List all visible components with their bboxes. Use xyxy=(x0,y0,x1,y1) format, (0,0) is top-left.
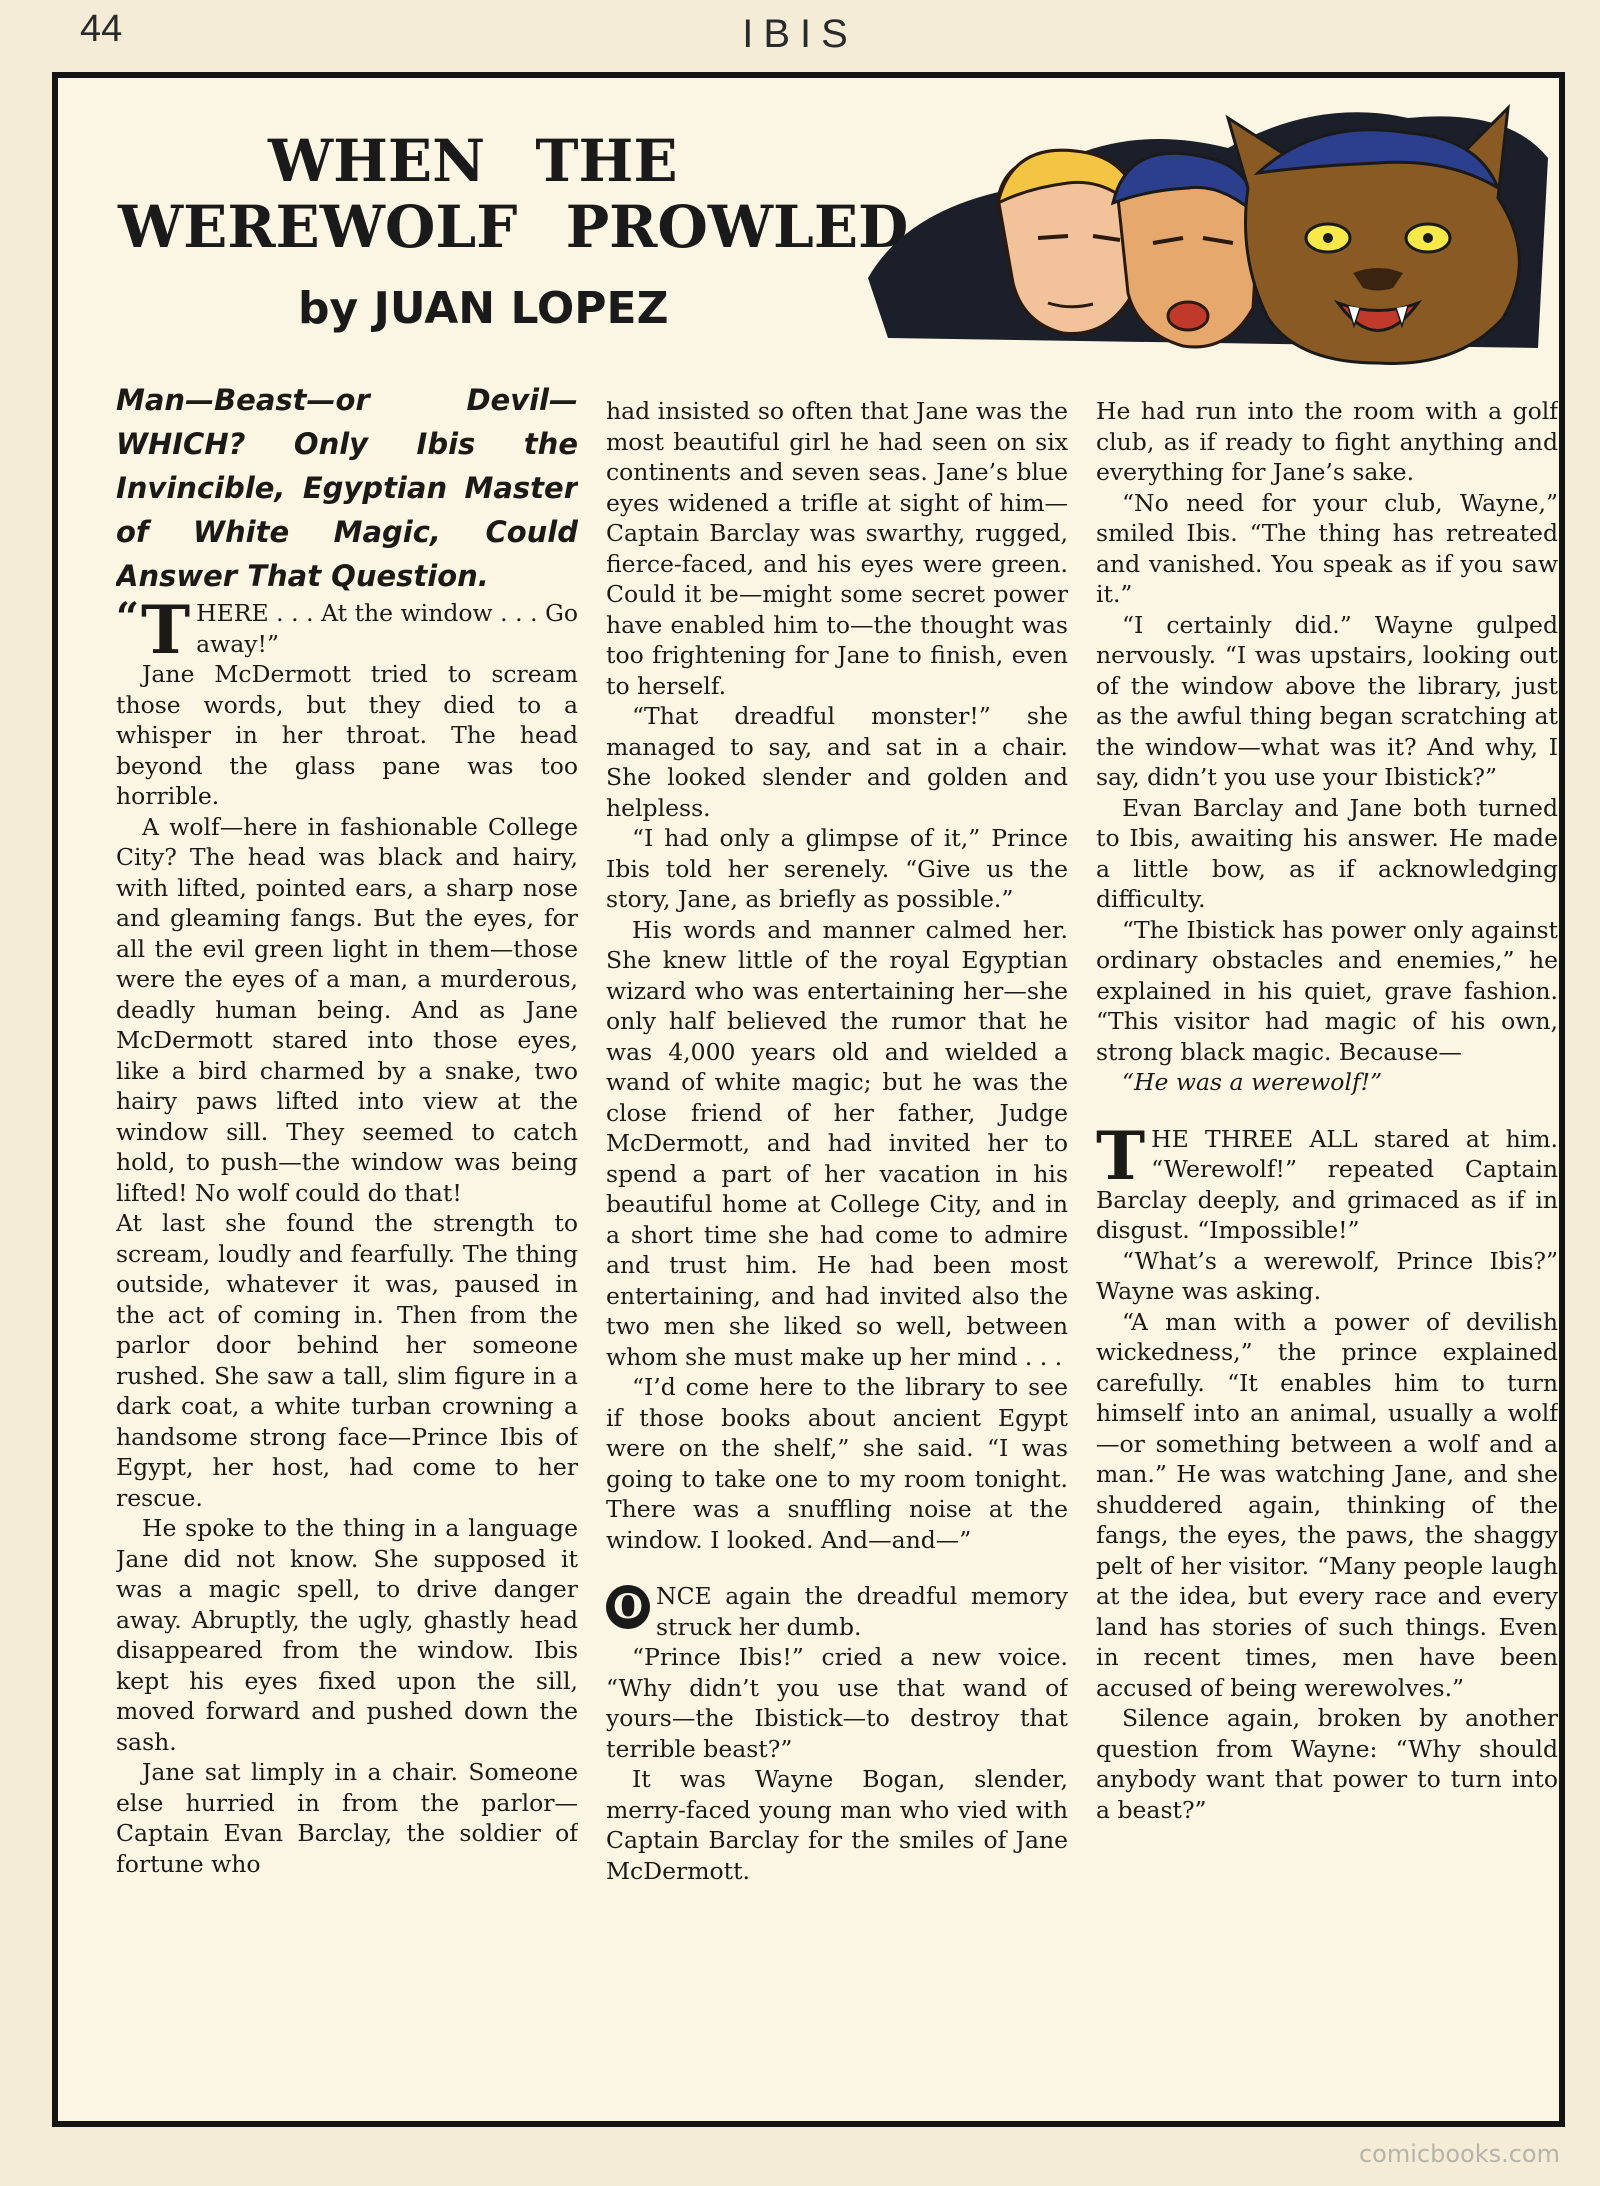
byline: by JUAN LOPEZ xyxy=(298,283,669,334)
paragraph: He had run into the room with a golf club, as if ready to fight anything and everything for Jane’s sake. xyxy=(1096,397,1558,486)
paragraph: “No need for your club, Wayne,” smiled Ibis. “The thing has retreated and vanished. You speak as if you saw it.” xyxy=(1096,488,1558,608)
paragraph: “I certainly did.” Wayne gulped nervously. “I was upstairs, looking out of the window above the library, just as the awful thing began scratching at the window—what was it? And why, I say, didn’t you use your Ibistick?” xyxy=(1096,610,1558,791)
paragraph: At last she found the strength to scream, loudly and fearfully. The thing outside, whatever it was, paused in the act of coming in. Then from the parlor door behind her someone rushed. She saw a tall, slim figure in a dark coat, a white turban crowning a handsome strong face—Prince Ibis of Egypt, her host, had come to her rescue. xyxy=(116,1209,578,1512)
paragraph: Evan Barclay and Jane both turned to Ibis, awaiting his answer. He made a little bow, as if acknowledging difficulty. xyxy=(1096,793,1558,913)
paragraph-text: HERE . . . At the window . . . Go away!” xyxy=(196,599,578,658)
open-quote: “ xyxy=(116,594,140,641)
paragraph: “He was a werewolf!” xyxy=(1122,1068,1383,1096)
paragraph: “That dreadful monster!” she managed to say, and sat in a chair. She looked slender and golden and helpless. xyxy=(606,702,1068,822)
paragraph: “I’d come here to the library to see if those books about ancient Egypt were on the shelf,” she said. “I was going to take one to my room tonight. There was a snuffling noise at the window. I looked. And—and—” xyxy=(606,1373,1068,1554)
title-line-2: WEREWOLF PROWLED xyxy=(118,193,909,261)
paragraph: “A man with a power of devilish wickedness,” the prince explained carefully. “It enables him to turn himself into an animal, usually a wolf—or something between a wolf and a man.” He was watching Jane, and she shuddered again, thinking of the fangs, the eyes, the paws, the shaggy pelt of her visitor. “Many people laugh at the idea, but every race and every land has stories of such things. Even in recent times, men have been accused of being werewolves.” xyxy=(1096,1307,1558,1702)
werewolf-transformation-illustration xyxy=(848,78,1568,378)
paragraph-text: NCE again the dreadful memory struck her dumb. xyxy=(656,1582,1068,1641)
paragraph: “Prince Ibis!” cried a new voice. “Why didn’t you use that wand of yours—the Ibistick—to destroy that terrible beast?” xyxy=(606,1643,1068,1763)
paragraph-text: HE THREE ALL stared at him. “Werewolf!” repeated Captain Barclay deeply, and grimaced as if in disgust. “Impossible!” xyxy=(1096,1124,1558,1244)
column-3 xyxy=(1096,396,1558,2116)
paragraph: Jane McDermott tried to scream those words, but they died to a whisper in her throat. The head beyond the glass pane was too horrible. xyxy=(116,660,578,810)
column-2 xyxy=(606,396,1068,2116)
paragraph: Silence again, broken by another question from Wayne: “Why should anybody want that power to turn into a beast?” xyxy=(1096,1704,1558,1824)
paragraph: It was Wayne Bogan, slender, merry-faced young man who vied with Captain Barclay for the smiles of Jane McDermott. xyxy=(606,1765,1068,1885)
paragraph xyxy=(1096,1116,1558,1246)
drop-cap: O xyxy=(606,1585,650,1629)
paragraph: A wolf—here in fashionable College City? The head was black and hairy, with lifted, pointed ears, a sharp nose and gleaming fangs. But the eyes, for all the evil green light in them—those were the eyes of a man, a murderous, deadly human being. And as Jane McDermott stared into those eyes, like a bird charmed by a snake, two hairy paws lifted into view at the window sill. They seemed to catch hold, to push—the window was being lifted! No wolf could do that! xyxy=(116,812,578,1207)
story-title xyxy=(118,128,918,260)
paragraph: had insisted so often that Jane was the most beautiful girl he had seen on six continents and seven seas. Jane’s blue eyes widened a trifle at sight of him—Captain Barclay was swarthy, rugged, fierce-faced, and his eyes were green. Could it be—might some secret power have enabled him to—the thought was too frightening for Jane to finish, even to herself. xyxy=(606,397,1068,700)
paragraph: Jane sat limply in a chair. Someone else hurried in from the parlor—Captain Evan Barclay, the soldier of fortune who xyxy=(116,1758,578,1878)
paragraph: “What’s a werewolf, Prince Ibis?” Wayne was asking. xyxy=(1096,1246,1558,1305)
paragraph: His words and manner calmed her. She knew little of the royal Egyptian wizard who was entertaining her—she only half believed the rumor that he was 4,000 years old and wielded a wand of white magic; but he was the close friend of her father, Judge McDermott, and had invited her to spend a part of her vacation in his beautiful home at College City, and in a short time she had come to admire and trust him. He had been most entertaining, and had invited also the two men she liked so well, between whom she must make up her mind . . . xyxy=(606,915,1068,1371)
drop-cap: T xyxy=(141,591,191,669)
paragraph: “The Ibistick has power only against ordinary obstacles and enemies,” he explained in his quiet, grave fashion. “This visitor had magic of his own, strong black magic. Because— xyxy=(1096,915,1558,1066)
story-frame xyxy=(52,72,1565,2127)
story-blurb: Man—Beast—or Devil—WHICH? Only Ibis the Invincible, Egyptian Master of White Magic, Could Answer That Question. xyxy=(116,383,578,593)
paragraph: “I had only a glimpse of it,” Prince Ibis told her serenely. “Give us the story, Jane, as briefly as possible.” xyxy=(606,824,1068,913)
page-header xyxy=(0,0,1600,80)
title-line-1: WHEN THE xyxy=(268,127,678,195)
column-1 xyxy=(116,378,578,2098)
drop-cap: T xyxy=(1096,1116,1146,1195)
paragraph xyxy=(606,1581,1068,1642)
paragraph xyxy=(116,591,578,669)
running-head: IBIS xyxy=(742,12,858,56)
watermark: comicbooks.com xyxy=(1358,2140,1560,2168)
paragraph: He spoke to the thing in a language Jane did not know. She supposed it was a magic spell, to drive danger away. Abruptly, the ugly, ghastly head disappeared from the window. Ibis kept his eyes fixed upon the sill, moved forward and pushed down the sash. xyxy=(116,1514,578,1756)
page-number: 44 xyxy=(80,8,123,50)
